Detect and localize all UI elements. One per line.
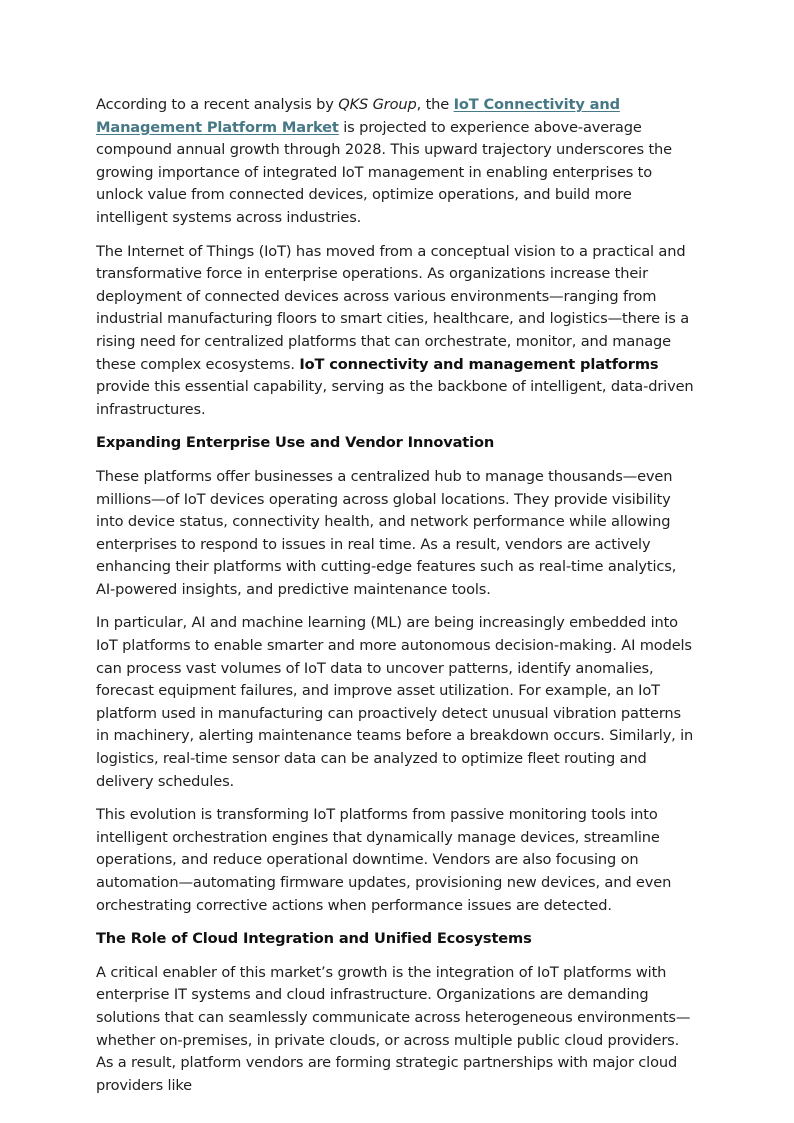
market-report-link[interactable]: IoT Connectivity and Management Platform Market bbox=[96, 96, 620, 136]
platforms-bold-text: IoT connectivity and management platforms bbox=[299, 355, 659, 373]
cloud-integration-paragraph: A critical enabler of this market’s growth is the integration of IoT platforms with enterprise IT systems and cloud infrastructure. Organizations are demanding solutions that can seamlessly communicate across heterogeneous environments—whether on-premises, in private clouds, or across multiple public cloud providers. As a result, platform vendors are forming strategic partnerships with major cloud providers like bbox=[96, 963, 691, 1094]
intro-paragraph bbox=[96, 94, 698, 230]
section-heading-enterprise: Expanding Enterprise Use and Vendor Innovation bbox=[96, 434, 495, 452]
overview-text-a: The Internet of Things (IoT) has moved from a conceptual vision to a practical and transformative force in enterprise operations. As organizations increase their deployment of connected devices across various environments—ranging from industrial manufacturing floors to smart cities, healthcare, and logistics—there is a rising need for centralized platforms that can orchestrate, monitor, and manage these complex ecosystems. bbox=[96, 242, 690, 373]
overview-text-b: provide this essential capability, serving as the backbone of intelligent, data-driven infrastructures. bbox=[96, 378, 694, 418]
intro-text-b: , the bbox=[416, 96, 454, 113]
intro-text-c: is projected to experience above-average compound annual growth through 2028. This upward trajectory underscores the growing importance of integrated IoT management in enabling enterprises to unlock value from connected devices, optimize operations, and build more intelligent systems across industries. bbox=[96, 118, 672, 226]
centralized-hub-paragraph: These platforms offer businesses a centralized hub to manage thousands—even millions—of IoT devices operating across global locations. They provide visibility into device status, connectivity health, and network performance while allowing enterprises to respond to issues in real time. As a result, vendors are actively enhancing their platforms with cutting-edge features such as real-time analytics, AI-powered insights, and predictive maintenance tools. bbox=[96, 467, 677, 598]
iot-overview-paragraph bbox=[96, 241, 698, 422]
org-name: QKS Group bbox=[338, 96, 417, 113]
document-page bbox=[96, 94, 698, 1108]
section-heading-cloud: The Role of Cloud Integration and Unified Ecosystems bbox=[96, 930, 532, 948]
intro-text-a: According to a recent analysis by bbox=[96, 96, 339, 113]
evolution-paragraph: This evolution is transforming IoT platforms from passive monitoring tools into intelligent orchestration engines that dynamically manage devices, streamline operations, and reduce operational downtime. Vendors are also focusing on automation—automating firmware updates, provisioning new devices, and even orchestrating corrective actions when performance issues are detected. bbox=[96, 806, 672, 914]
ai-ml-paragraph: In particular, AI and machine learning (ML) are being increasingly embedded into IoT platforms to enable smarter and more autonomous decision-making. AI models can process vast volumes of IoT data to uncover patterns, identify anomalies, forecast equipment failures, and improve asset utilization. For example, an IoT platform used in manufacturing can proactively detect unusual vibration patterns in machinery, alerting maintenance teams before a breakdown occurs. Similarly, in logistics, real-time sensor data can be analyzed to optimize fleet routing and delivery schedules. bbox=[96, 614, 694, 790]
